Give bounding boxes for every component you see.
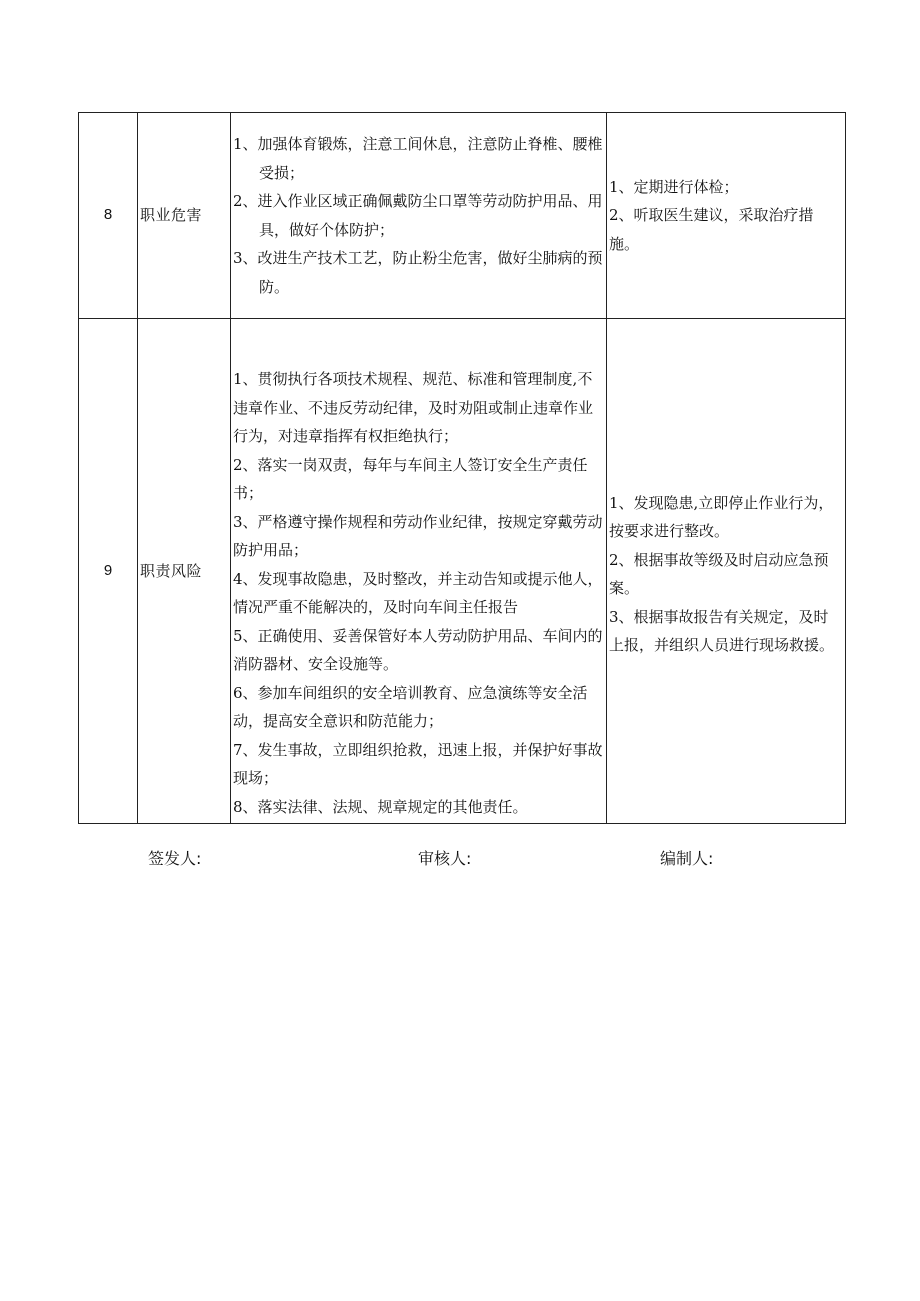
compiler-label: 编制人: [660, 849, 714, 868]
row-number: 9 [79, 319, 138, 824]
emergency-measures [607, 319, 846, 824]
emergency-item: 1、定期进行体检； [609, 177, 739, 196]
risk-category: 职业危害 [138, 113, 231, 319]
measure-item: 4、发现事故隐患，及时整改，并主动告知或提示他人，情况严重不能解决的，及时向车间主任报告 [233, 569, 603, 616]
issuer-label: 签发人: [148, 849, 202, 868]
table-row [79, 113, 846, 319]
measure-item: 6、参加车间组织的安全培训教育、应急演练等安全活动，提高安全意识和防范能力； [233, 683, 588, 730]
emergency-item: 3、根据事故报告有关规定，及时上报，并组织人员进行现场救援。 [609, 607, 835, 654]
measure-item: 2、落实一岗双责，每年与车间主人签订安全生产责任书； [233, 455, 588, 502]
table-row [79, 319, 846, 824]
measure-item: 3、严格遵守操作规程和劳动作业纪律，按规定穿戴劳动防护用品； [233, 512, 603, 559]
measure-item: 8、落实法律、法规、规章规定的其他责任。 [233, 797, 528, 816]
emergency-item: 2、听取医生建议，采取治疗措施。 [609, 206, 814, 253]
measure-item: 2、进入作业区域正确佩戴防尘口罩等劳动防护用品、用具，做好个体防护； [233, 192, 603, 239]
emergency-item: 1、发现隐患,立即停止作业行为，按要求进行整改。 [609, 493, 834, 540]
risk-table [78, 112, 846, 824]
measure-item: 1、加强体育锻炼，注意工间休息，注意防止脊椎、腰椎受损； [233, 135, 603, 182]
control-measures [231, 319, 607, 824]
measure-item: 5、正确使用、妥善保管好本人劳动防护用品、车间内的消防器材、安全设施等。 [233, 626, 603, 673]
signature-line [0, 846, 920, 876]
measure-item: 7、发生事故，立即组织抢救，迅速上报，并保护好事故现场； [233, 740, 603, 787]
control-measures [231, 113, 607, 319]
emergency-item: 2、根据事故等级及时启动应急预案。 [609, 550, 829, 597]
risk-category: 职责风险 [138, 319, 231, 824]
measure-item: 1、贯彻执行各项技术规程、规范、标准和管理制度,不违章作业、不违反劳动纪律，及时劝阻或制止违章作业行为，对违章指挥有权拒绝执行； [233, 370, 594, 445]
measure-item: 3、改进生产技术工艺，防止粉尘危害，做好尘肺病的预防。 [233, 249, 603, 296]
reviewer-label: 审核人: [418, 849, 472, 868]
row-number: 8 [79, 113, 138, 319]
emergency-measures [607, 113, 846, 319]
